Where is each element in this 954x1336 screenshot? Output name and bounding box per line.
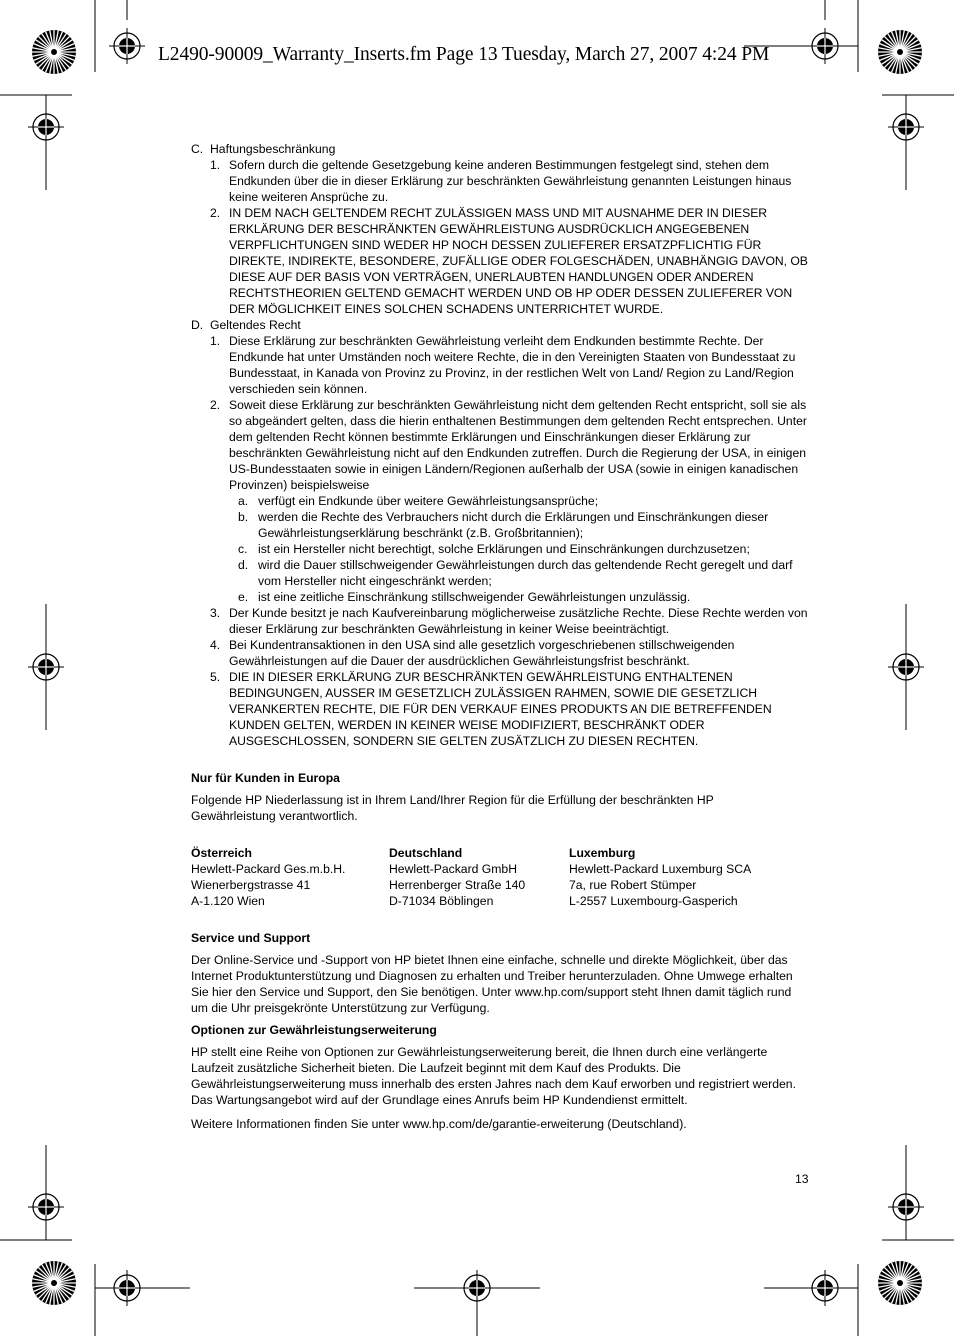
section-title: Geltendes Recht [210,318,301,332]
list-item [210,669,811,749]
office-addresses [191,845,811,909]
office-company: Hewlett-Packard Luxemburg SCA [569,862,752,876]
office-country: Luxemburg [569,846,636,860]
office-city: L-2557 Luxembourg-Gasperich [569,894,738,908]
sub-list-item [238,557,811,589]
list-item [210,333,811,397]
item-number: 5. [210,670,221,684]
list-item [210,605,811,637]
office-germany [389,845,569,909]
list-item [210,397,811,493]
sub-list-item [238,493,811,509]
section-c [191,141,811,157]
item-number: 1. [210,334,221,348]
options-heading: Optionen zur Gewährleistungserweiterung [191,1023,437,1037]
office-city: D-71034 Böblingen [389,894,494,908]
document-body [191,141,811,1132]
section-title: Haftungsbeschränkung [210,142,336,156]
item-text: DIE IN DIESER ERKLÄRUNG ZUR BESCHRÄNKTEN GEWÄHRLEISTUNG ENTHALTENEN BEDINGUNGEN, AUSSER IM GESETZLICH ZULÄSSIGEN RAHMEN, SOWIE DIE GESETZLICH VERANKERTEN RECHTE, DIE FÜR DEN VERKAUF EINES PRODUKTS AN DIE BETREFFENDEN KUNDEN GELTEN, WERDEN IN KEINER WEISE MODIFIZIERT, BESCHRÄNKT ODER AUSGESCHLOSSEN, SONDERN SIE GELTEN ZUSÄTZLICH ZU DIESEN RECHTEN. [229,670,772,748]
office-country: Österreich [191,846,252,860]
list-item [210,157,811,205]
office-street: Herrenberger Straße 140 [389,878,526,892]
sub-item-text: ist ein Hersteller nicht berechtigt, solche Erklärungen und Einschränkungen durchzusetzen; [258,542,750,556]
page-number: 13 [795,1172,809,1186]
list-item [210,637,811,669]
sub-list-item [238,589,811,605]
file-slug: L2490-90009_Warranty_Inserts.fm Page 13 Tuesday, March 27, 2007 4:24 PM [158,44,770,65]
options-more-info: Weitere Informationen finden Sie unter www.hp.com/de/garantie-erweiterung (Deutschland). [191,1117,687,1131]
sub-list-item [238,509,811,541]
europe-heading: Nur für Kunden in Europa [191,771,340,785]
item-text: Soweit diese Erklärung zur beschränkten Gewährleistung nicht dem geltenden Recht entspricht, soll sie als so abgeändert gelten, dass die hierin enthaltenen Bestimmungen dem geltenden Recht entsprechen. Unter dem geltenden Recht können bestimmte Erklärungen und Einschränkungen dieser Erklärung zur beschränkten Gewährleistung nicht auf den Endkunden zutreffen. Durch die Regierung der USA, in einigen US-Bundesstaaten sowie in einigen Ländern/Regionen außerhalb der USA (sowie in einigen kanadischen Provinzen) beispielsweise [229,398,807,492]
office-city: A-1.120 Wien [191,894,265,908]
europe-intro: Folgende HP Niederlassung ist in Ihrem Land/Ihrer Region für die Erfüllung der beschränkten HP Gewährleistung verantwortlich. [191,793,714,823]
sub-list-item [238,541,811,557]
sub-item-letter: b. [238,510,249,524]
sub-item-letter: d. [238,558,249,572]
item-text: Diese Erklärung zur beschränkten Gewährleistung verleiht dem Endkunden bestimmte Rechte. Der Endkunde hat unter Umständen noch weitere Rechte, die in den Vereinigten Staaten von Bundesstaat zu Bundesstaat, in Kanada von Provinz zu Provinz, in der restlichen Welt von Land/ Region zu Land/Region verschieden sein können. [229,334,796,396]
office-street: 7a, rue Robert Stümper [569,878,697,892]
office-luxembourg [569,845,811,909]
office-street: Wienerbergstrasse 41 [191,878,311,892]
list-item [210,205,811,317]
sub-item-letter: a. [238,494,249,508]
item-text: Bei Kundentransaktionen in den USA sind alle gesetzlich vorgeschriebenen stillschweigenden Gewährleistungen auf die Dauer der ausdrücklichen Gewährleistungsfrist beschränkt. [229,638,735,668]
item-number: 3. [210,606,221,620]
section-d [191,317,811,333]
office-country: Deutschland [389,846,463,860]
item-text: Der Kunde besitzt je nach Kaufvereinbarung möglicherweise zusätzliche Rechte. Diese Rechte werden von dieser Erklärung zur beschränkten Gewährleistung in keiner Weise beeinträchtigt. [229,606,808,636]
sub-item-text: wird die Dauer stillschweigender Gewährleistungen durch das geltendende Recht geregelt und darf vom Hersteller nicht eingeschränkt werden; [258,558,793,588]
section-label: C. [191,142,204,156]
item-number: 4. [210,638,221,652]
item-number: 1. [210,158,221,172]
sub-item-letter: e. [238,590,249,604]
section-label: D. [191,318,204,332]
service-text: Der Online-Service und -Support von HP bietet Ihnen eine einfache, schnelle und direkte Möglichkeit, über das Internet Produktunterstützung und Diagnosen zu erhalten und Treiber herunterzuladen. Ohne Umwege erhalten Sie hier den Service und Support, den Sie benötigen. Unter www.hp.com/support steht Ihnen damit täglich rund um die Uhr preisgekrönte Unterstützung zur Verfügung. [191,953,793,1015]
item-number: 2. [210,398,221,412]
sub-item-text: verfügt ein Endkunde über weitere Gewährleistungsansprüche; [258,494,599,508]
sub-item-letter: c. [238,542,248,556]
office-austria [191,845,389,909]
office-company: Hewlett-Packard GmbH [389,862,518,876]
item-text: Sofern durch die geltende Gesetzgebung keine anderen Bestimmungen festgelegt sind, stehen dem Endkunden über die in dieser Erklärung zur beschränkten Gewährleistung genannten Leistungen hinaus keine weiteren Ansprüche zu. [229,158,792,204]
office-company: Hewlett-Packard Ges.m.b.H. [191,862,346,876]
sub-item-text: ist eine zeitliche Einschränkung stillschweigender Gewährleistungen unzulässig. [258,590,691,604]
sub-item-text: werden die Rechte des Verbrauchers nicht durch die Erklärungen und Einschränkungen dieser Gewährleistungserklärung beschränkt (z.B. Großbritannien); [258,510,769,540]
service-heading: Service und Support [191,931,311,945]
item-number: 2. [210,206,221,220]
item-text: IN DEM NACH GELTENDEM RECHT ZULÄSSIGEN MASS UND MIT AUSNAHME DER IN DIESER ERKLÄRUNG DER BESCHRÄNKTEN GEWÄHRLEISTUNG AUSDRÜCKLICH ANGEGEBENEN VERPFLICHTUNGEN SIND WEDER HP NOCH DESSEN ZULIEFERER ERSATZPFLICHTIG FÜR DIREKTE, INDIREKTE, BESONDERE, ZUFÄLLIGE ODER FOLGESCHÄDEN, UNABHÄNGIG DAVON, OB DIESE AUF DER BASIS VON VERTRÄGEN, UNERLAUBTEN HANDLUNGEN ODER ANDEREN RECHTSTHEORIEN GELTEND GEMACHT WERDEN UND OB HP ODER DESSEN ZULIEFERER VON DER MÖGLICHKEIT EINES SOLCHEN SCHADENS UNTERRICHTET WURDE. [229,206,808,316]
options-text: HP stellt eine Reihe von Optionen zur Gewährleistungserweiterung bereit, die Ihnen durch eine verlängerte Laufzeit zusätzliche Sicherheit bieten. Die Laufzeit beginnt mit dem Kauf des Produkts. Die Gewährleistungserweiterung muss innerhalb des ersten Jahres nach dem Kauf erworben und registriert werden. Das Wartungsangebot wird auf der Grundlage eines Anrufs beim HP Kundendienst ermittelt. [191,1045,796,1107]
